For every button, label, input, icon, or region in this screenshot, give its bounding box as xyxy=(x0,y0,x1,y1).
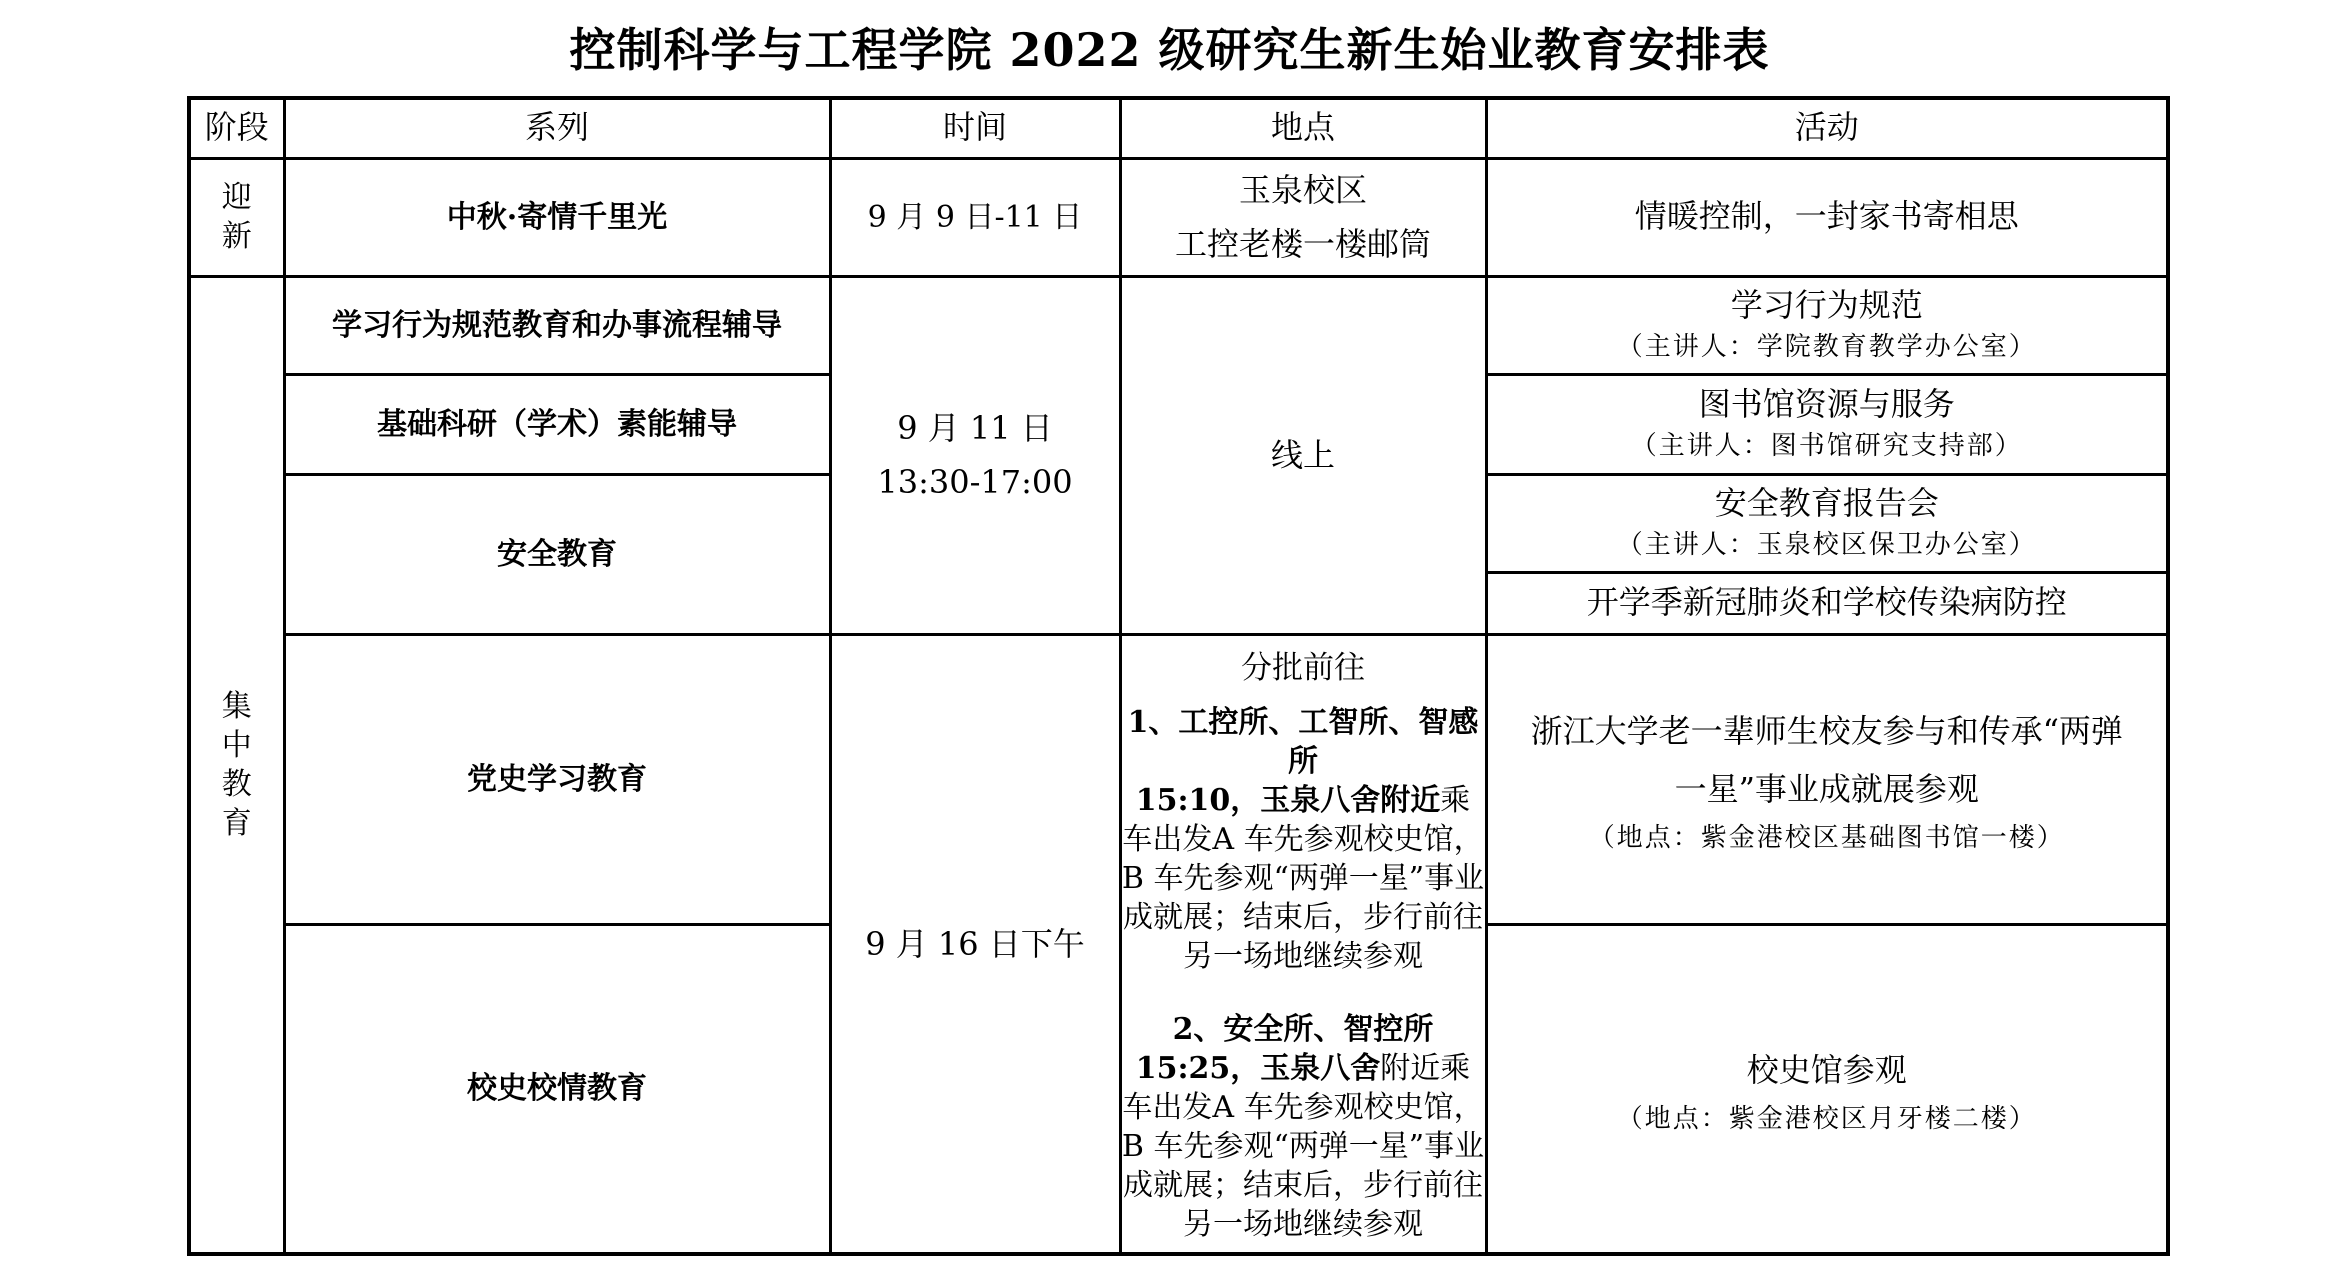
activity-visit-2-location: （地点：紫金港校区月牙楼二楼） xyxy=(1616,1103,2037,1134)
table-row-online-1 xyxy=(189,276,2168,374)
schedule-table xyxy=(187,96,2170,1256)
time-online xyxy=(830,276,1120,634)
activity-visit-2 xyxy=(1486,924,2168,1254)
stage-central-char-4: 育 xyxy=(221,805,252,841)
activity-welcome xyxy=(1486,158,2168,276)
stage-central-char-2: 中 xyxy=(221,727,252,763)
time-welcome: 9 月 9 日-11 日 xyxy=(830,158,1120,276)
series-online-3: 安全教育 xyxy=(284,474,830,634)
route-group-1 xyxy=(1122,703,1485,976)
stage-welcome-char-1: 迎 xyxy=(221,180,252,215)
place-welcome xyxy=(1120,158,1486,276)
header-place: 地点 xyxy=(1120,98,1486,158)
stage-welcome-char-2: 新 xyxy=(221,219,252,254)
header-row xyxy=(189,98,2168,158)
place-visit xyxy=(1120,634,1486,1254)
stage-central xyxy=(189,276,284,1254)
series-online-2: 基础科研（学术）素能辅导 xyxy=(284,374,830,474)
time-visit-text: 9 月 16 日下午 xyxy=(865,924,1085,963)
activity-online-4-title: 开学季新冠肺炎和学校传染病防控 xyxy=(1586,583,2067,622)
place-online xyxy=(1120,276,1486,634)
table-row-welcome xyxy=(189,158,2168,276)
route-group-2-depart: 15:25，玉泉八舍 xyxy=(1135,1051,1381,1087)
activity-online-1-speaker: （主讲人：学院教育教学办公室） xyxy=(1616,331,2037,362)
page-title: 控制科学与工程学院 2022 级研究生新生始业教育安排表 xyxy=(569,23,1770,77)
header-series: 系列 xyxy=(284,98,830,158)
activity-visit-1-line-1: 浙江大学老一辈师生校友参与和传承“两弹 xyxy=(1530,712,2123,751)
header-activity: 活动 xyxy=(1486,98,2168,158)
header-stage: 阶段 xyxy=(189,98,284,158)
activity-visit-2-title: 校史馆参观 xyxy=(1746,1050,1907,1089)
activity-online-4 xyxy=(1486,572,2168,634)
activity-online-3 xyxy=(1486,474,2168,572)
header-time: 时间 xyxy=(830,98,1120,158)
activity-online-1-title: 学习行为规范 xyxy=(1730,286,1923,325)
series-welcome: 中秋·寄情千里光 xyxy=(284,158,830,276)
route-group-2-units: 2、安全所、智控所 xyxy=(1172,1012,1434,1048)
activity-visit-1-line-2: 一星”事业成就展参观 xyxy=(1674,770,1979,809)
stage-welcome xyxy=(189,158,284,276)
time-visit xyxy=(830,634,1120,1254)
route-group-2-route: A 车先参观校史馆，B 车先参观“两弹一星”事业成就展；结束后，步行前往另一场地继续参观 xyxy=(1121,1090,1485,1243)
activity-online-2-speaker: （主讲人：图书馆研究支持部） xyxy=(1630,430,2023,461)
table-row-visit-1 xyxy=(189,634,2168,924)
series-online-1: 学习行为规范教育和办事流程辅导 xyxy=(284,276,830,374)
activity-visit-1 xyxy=(1486,634,2168,924)
place-online-text: 线上 xyxy=(1270,436,1335,474)
route-group-1-units: 1、工控所、工智所、智感所 xyxy=(1127,705,1479,780)
stage-central-char-3: 教 xyxy=(221,766,252,802)
time-online-line-1: 9 月 11 日 xyxy=(897,409,1053,447)
activity-visit-1-location: （地点：紫金港校区基础图书馆一楼） xyxy=(1588,823,2065,854)
series-visit-1: 党史学习教育 xyxy=(284,634,830,924)
activity-welcome-text: 情暖控制，一封家书寄相思 xyxy=(1634,197,2019,236)
stage-central-char-1: 集 xyxy=(221,688,252,724)
series-visit-2: 校史校情教育 xyxy=(284,924,830,1254)
activity-online-1 xyxy=(1486,276,2168,374)
route-group-1-route: A 车先参观校史馆，B 车先参观“两弹一星”事业成就展；结束后，步行前往另一场地继续参观 xyxy=(1121,822,1485,975)
place-visit-head: 分批前往 xyxy=(1241,650,1365,687)
activity-online-2 xyxy=(1486,374,2168,474)
route-group-2 xyxy=(1122,1010,1485,1244)
activity-online-2-title: 图书馆资源与服务 xyxy=(1698,385,1955,424)
place-welcome-line-2: 工控老楼一楼邮筒 xyxy=(1174,225,1431,263)
route-group-1-depart-rest: 乘车出发 xyxy=(1122,783,1471,858)
route-group-1-depart: 15:10，玉泉八舍附近 xyxy=(1135,783,1441,819)
route-group-2-depart-rest: 附近乘车出发 xyxy=(1122,1051,1471,1126)
place-welcome-line-1: 玉泉校区 xyxy=(1238,171,1367,209)
time-online-line-2: 13:30-17:00 xyxy=(877,463,1073,501)
activity-online-3-title: 安全教育报告会 xyxy=(1714,484,1939,523)
activity-online-3-speaker: （主讲人：玉泉校区保卫办公室） xyxy=(1616,529,2037,560)
